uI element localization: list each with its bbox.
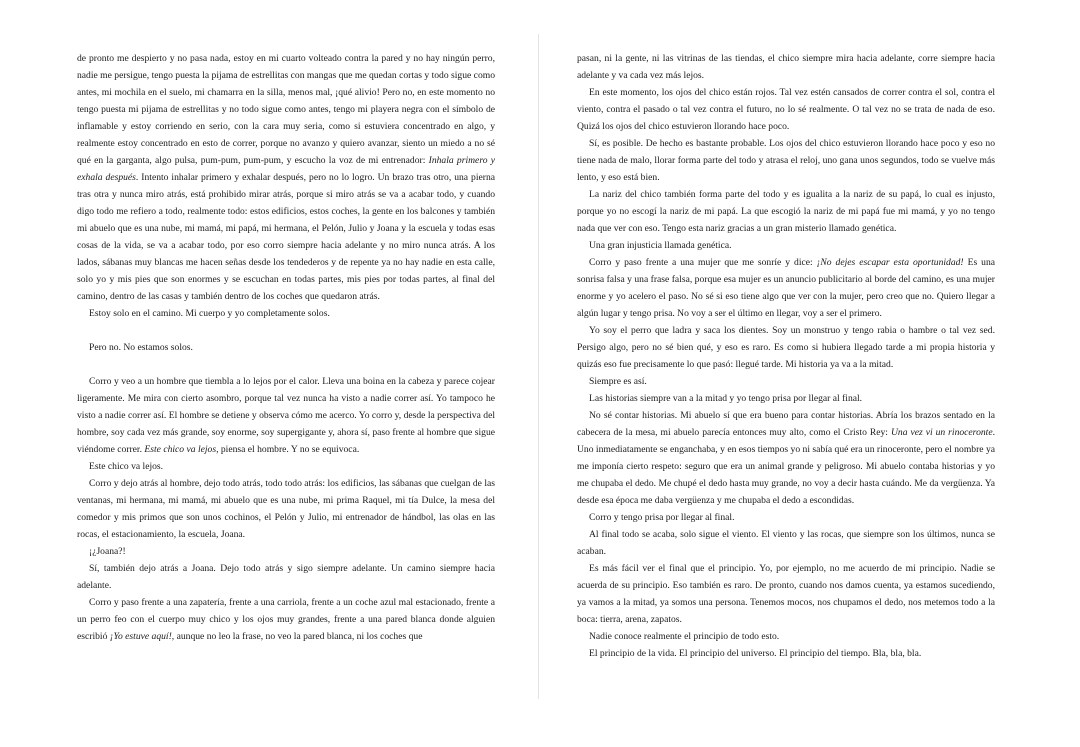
text-run: En este momento, los ojos del chico están rojos. Tal vez estén cansados de correr contra el sol, contra el viento, contra el pasado o tal vez contra el futuro, no lo sé realmente. O tal vez no se trata de nada de eso. Quizá los ojos del chico estuvieron llorando hace poco. bbox=[577, 87, 995, 132]
paragraph bbox=[577, 186, 995, 237]
paragraph bbox=[77, 305, 495, 322]
paragraph bbox=[577, 373, 995, 390]
paragraph bbox=[577, 509, 995, 526]
text-run: de pronto me despierto y no pasa nada, estoy en mi cuarto volteado contra la pared y no hay ningún perro, nadie me persigue, tengo puesta la pijama de estrellitas con mangas que me quedan cortas y todo sigue como antes, mi mochila en el suelo, mi chamarra en la silla, menos mal, ¡qué alivio! Pero no, en este momento no tengo puesta mi pijama de estrellitas y no todo sigue como antes, tengo mi playera negra con el símbolo de inflamable y estoy corriendo en serio, con la cara muy seria, como si estuviera concentrado en algo, y realmente estoy concentrado en esto de correr, porque no avanzo y quiero avanzar, siento un miedo a no sé qué en la garganta, algo pulsa, pum-pum, pum-pum, y escucho la voz de mi entrenador: bbox=[77, 53, 495, 166]
text-run: Nadie conoce realmente el principio de todo esto. bbox=[589, 631, 780, 642]
text-run: El principio de la vida. El principio del universo. El principio del tiempo. Bla, bla, bla. bbox=[589, 648, 922, 659]
text-run: Una gran injusticia llamada genética. bbox=[589, 240, 732, 251]
paragraph bbox=[577, 322, 995, 373]
paragraph bbox=[577, 84, 995, 135]
paragraph bbox=[77, 543, 495, 560]
text-run: Corro y paso frente a una zapatería, frente a una carriola, frente a un coche azul mal estacionado, frente a un perro feo con el cuerpo muy chico y los ojos muy grandes, frente a una pared blanca donde alguien escribió bbox=[77, 597, 495, 642]
text-run: Estoy solo en el camino. Mi cuerpo y yo completamente solos. bbox=[89, 308, 330, 319]
text-run: Siempre es así. bbox=[589, 376, 647, 387]
paragraph bbox=[577, 628, 995, 645]
text-run: Las historias siempre van a la mitad y yo tengo prisa por llegar al final. bbox=[589, 393, 863, 404]
text-run: Corro y paso frente a una mujer que me sonríe y dice: bbox=[589, 257, 817, 268]
paragraph bbox=[577, 254, 995, 322]
right-page bbox=[577, 50, 995, 662]
text-run: Pero no. No estamos solos. bbox=[89, 342, 193, 353]
text-run: piensa el hombre. Y no se equivoca. bbox=[218, 444, 360, 455]
text-run: aunque no leo la frase, no veo la pared blanca, ni los coches que bbox=[174, 631, 423, 642]
text-run: Yo soy el perro que ladra y saca los dientes. Soy un monstruo y tengo rabia o hambre o tal vez sed. Persigo algo, pero no sé bien qué, y eso es raro. Es como si hubiera llegado tarde a mi propia historia y quizás eso fue precisamente lo que pasó: llegué tarde. Mi historia ya va a la mitad. bbox=[577, 325, 995, 370]
paragraph bbox=[577, 50, 995, 84]
text-run: pasan, ni la gente, ni las vitrinas de las tiendas, el chico siempre mira hacia adelante, corre siempre hacia adelante y va cada vez más lejos. bbox=[577, 53, 995, 81]
paragraph bbox=[577, 135, 995, 186]
text-run: La nariz del chico también forma parte del todo y es igualita a la nariz de su papá, lo cual es injusto, porque yo no escogí la nariz de mi papá. La que escogió la nariz de mi papá fue mi mamá, y yo no tengo nada que ver con eso. Tengo esta nariz gracias a un gran misterio llamado genética. bbox=[577, 189, 995, 234]
paragraph bbox=[577, 645, 995, 662]
text-run: Al final todo se acaba, solo sigue el viento. El viento y las rocas, que siempre son los últimos, nunca se acaban. bbox=[577, 529, 995, 557]
text-run: . Uno inmediatamente se enganchaba, y en esos tiempos yo ni sabía qué era un rinoceronte, pero el nombre ya me imponía cierto respeto: seguro que era un animal grande y peligroso. Mi abuelo contaba historias y yo me chupaba el dedo. Me chupé el dedo hasta muy grande, no voy a decir hasta cuándo. Me da vergüenza. Ya desde esa época me daba vergüenza y me chupaba el dedo a escondidas. bbox=[577, 427, 995, 506]
blank-line bbox=[77, 356, 495, 373]
italic-text: ¡No dejes escapar esta oportunidad! bbox=[816, 257, 964, 268]
paragraph bbox=[77, 594, 495, 645]
text-run: Este chico va lejos. bbox=[89, 461, 164, 472]
paragraph bbox=[77, 50, 495, 305]
italic-text: ¡Yo estuve aquí!, bbox=[109, 631, 175, 642]
paragraph bbox=[77, 339, 495, 356]
text-run: Es una sonrisa falsa y una frase falsa, porque esa mujer es un anuncio publicitario al borde del camino, es una mujer enorme y yo acelero el paso. No sé si eso tiene algo que ver con la mujer, pero creo que no. Quiero llegar a algún lugar y tengo prisa. No voy a ser el último en llegar, voy a ser el primero. bbox=[577, 257, 995, 319]
text-run: Corro y dejo atrás al hombre, dejo todo atrás, todo todo atrás: los edificios, las sábanas que cuelgan de las ventanas, mi hermana, mi mamá, mi abuelo que es una nube, mi prima Raquel, mi tía Dulce, la mesa del comedor y mis primos que son unos cochinos, el Pelón y Julio, mi entrenador de hándbol, las olas en las rocas, el estacionamiento, la escuela, Joana. bbox=[77, 478, 495, 540]
text-run: Es más fácil ver el final que el principio. Yo, por ejemplo, no me acuerdo de mi principio. Nadie se acuerda de su principio. Eso también es raro. De pronto, cuando nos damos cuenta, ya estamos sucediendo, ya vamos a la mitad, ya somos una persona. Tenemos mocos, nos chupamos el dedo, nos metemos todo a la boca: tierra, arena, zapatos. bbox=[577, 563, 995, 625]
text-run: Sí, es posible. De hecho es bastante probable. Los ojos del chico estuvieron llorando hace poco y eso no tiene nada de malo, llorar forma parte del todo y atrasa el reloj, uno gana unos segundos, todo se vuelve más lento, y eso está bien. bbox=[577, 138, 995, 183]
text-run: No sé contar historias. Mi abuelo sí que era bueno para contar historias. Abría los brazos sentado en la cabecera de la mesa, mi abuelo parecía entonces muy alto, como el Cristo Rey: bbox=[577, 410, 995, 438]
italic-text: Inhala primero y exhala después bbox=[77, 155, 495, 183]
paragraph bbox=[577, 526, 995, 560]
paragraph bbox=[577, 237, 995, 254]
text-run: ¡¿Joana?! bbox=[89, 546, 126, 557]
text-run: . Intento inhalar primero y exhalar después, pero no lo logro. Un brazo tras otro, una pierna tras otra y nunca miro atrás, está prohibido mirar atrás, porque si miro atrás se va a acabar todo, y cuando digo todo me refiero a todo, realmente todo: estos edificios, estos coches, la gente en los balcones y también mi abuelo que es una nube, mi mamá, mi papá, mi hermana, el Pelón, Julio y Joana y la escuela y todas esas cosas de la vida, se va a acabar todo, por eso corro siempre hacia adelante y no miro nunca atrás. A los lados, sábanas muy blancas me hacen señas desde los tendederos y de repente ya no hay nadie en esta calle, solo yo y mis pies que son enormes y se escuchan en todas partes, mis pies por todas partes, al final del camino, dentro de las casas y también dentro de los coches que quedaron atrás. bbox=[77, 172, 495, 302]
paragraph bbox=[577, 560, 995, 628]
italic-text: Este chico va lejos, bbox=[144, 444, 219, 455]
text-run: Corro y tengo prisa por llegar al final. bbox=[589, 512, 735, 523]
italic-text: Una vez vi un rinoceronte bbox=[890, 427, 993, 438]
blank-line bbox=[77, 322, 495, 339]
paragraph bbox=[577, 407, 995, 509]
paragraph bbox=[577, 390, 995, 407]
left-page bbox=[77, 50, 495, 645]
page-gutter bbox=[538, 34, 539, 699]
paragraph bbox=[77, 373, 495, 458]
text-run: Corro y veo a un hombre que tiembla a lo lejos por el calor. Lleva una boina en la cabeza y parece cojear ligeramente. Me mira con cierto asombro, porque tal vez nunca ha visto a nadie correr así. Yo tampoco he visto a nadie correr así. El hombre se detiene y observa cómo me acerco. Yo corro y, desde la perspectiva del hombre, soy cada vez más grande, soy enorme, soy supergigante y, ahora sí, paso frente al hombre que sigue viéndome correr. bbox=[77, 376, 495, 455]
paragraph bbox=[77, 560, 495, 594]
paragraph bbox=[77, 475, 495, 543]
text-run: Sí, también dejo atrás a Joana. Dejo todo atrás y sigo siempre adelante. Un camino siempre hacia adelante. bbox=[77, 563, 495, 591]
paragraph bbox=[77, 458, 495, 475]
